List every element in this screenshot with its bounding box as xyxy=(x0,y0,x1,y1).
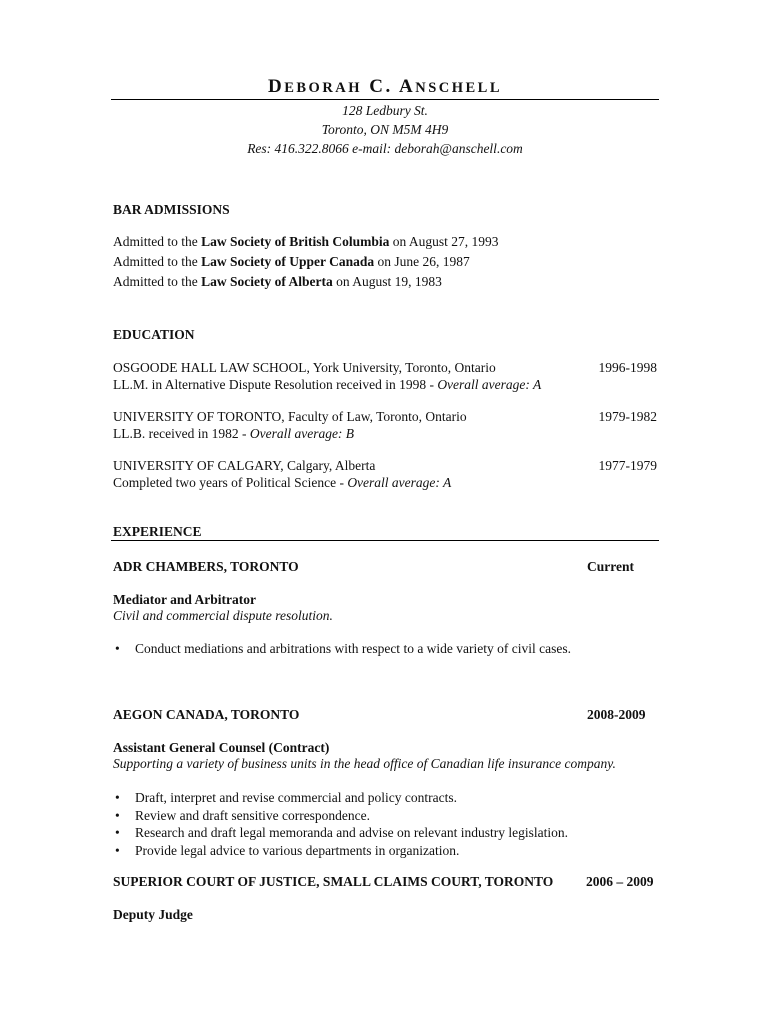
job-duties xyxy=(113,789,568,859)
job-dates: Current xyxy=(587,559,634,574)
bar-admission-item xyxy=(113,274,442,290)
job-employer: AEGON CANADA, TORONTO xyxy=(113,707,300,722)
resume-name xyxy=(0,76,770,98)
job-duty-item: • Provide legal advice to various departments in organization. xyxy=(113,842,568,860)
job-title: Deputy Judge xyxy=(113,907,193,922)
education-degree: LL.M. in Alternative Dispute Resolution received in 1998 - xyxy=(113,377,438,392)
bar-admission-prefix: Admitted to the xyxy=(113,254,202,269)
address-line: 128 Ledbury St. xyxy=(342,103,428,118)
education-average: Overall average: B xyxy=(249,426,355,441)
name-middle: C. xyxy=(369,76,393,97)
education-school: UNIVERSITY OF TORONTO, Faculty of Law, Toronto, Ontario xyxy=(113,409,467,424)
bar-admission-date: on August 19, 1983 xyxy=(332,274,442,289)
bar-admission-item xyxy=(113,234,499,250)
bar-admission-prefix: Admitted to the xyxy=(113,234,202,249)
bar-admission-item xyxy=(113,254,470,270)
name-initial-first: D xyxy=(267,76,285,97)
job-duty-item: • Draft, interpret and revise commercial and policy contracts. xyxy=(113,789,568,807)
bar-admission-society: Law Society of Upper Canada xyxy=(201,254,375,269)
job-description: Supporting a variety of business units in the head office of Canadian life insurance company. xyxy=(113,756,616,771)
section-heading-bar-admissions: BAR ADMISSIONS xyxy=(113,202,230,217)
education-degree: LL.B. received in 1982 - xyxy=(113,426,250,441)
job-employer: SUPERIOR COURT OF JUSTICE, SMALL CLAIMS COURT, TORONTO xyxy=(113,874,554,889)
job-duty-item: • Research and draft legal memoranda and advise on relevant industry legislation. xyxy=(113,824,568,842)
education-detail xyxy=(113,475,451,491)
section-heading-education: EDUCATION xyxy=(113,327,195,342)
job-duties xyxy=(113,640,571,658)
education-average: Overall average: A xyxy=(437,377,542,392)
education-dates: 1996-1998 xyxy=(598,360,657,375)
contact-line: Res: 416.322.8066 e-mail: deborah@anschell.com xyxy=(247,141,523,156)
job-title: Assistant General Counsel (Contract) xyxy=(113,740,330,755)
section-heading-experience: EXPERIENCE xyxy=(113,524,202,539)
bar-admission-society: Law Society of Alberta xyxy=(201,274,333,289)
job-dates: 2006 – 2009 xyxy=(586,874,654,889)
bar-admission-prefix: Admitted to the xyxy=(113,274,202,289)
education-dates: 1977-1979 xyxy=(598,458,657,473)
job-duty-item: • Conduct mediations and arbitrations with respect to a wide variety of civil cases. xyxy=(113,640,571,658)
bar-admission-date: on August 27, 1993 xyxy=(389,234,499,249)
bar-admission-date: on June 26, 1987 xyxy=(374,254,470,269)
education-detail xyxy=(113,377,541,393)
city-line: Toronto, ON M5M 4H9 xyxy=(321,122,449,137)
education-degree: Completed two years of Political Science - xyxy=(113,475,348,490)
name-last: NSCHELL xyxy=(415,80,503,96)
experience-rule xyxy=(111,540,659,541)
name-initial-last: A xyxy=(398,76,416,97)
name-first: EBORAH xyxy=(284,80,363,96)
job-dates: 2008-2009 xyxy=(587,707,646,722)
job-duty-item: • Review and draft sensitive correspondence. xyxy=(113,807,568,825)
header-rule xyxy=(111,99,659,100)
education-average: Overall average: A xyxy=(347,475,452,490)
education-dates: 1979-1982 xyxy=(598,409,657,424)
education-school: UNIVERSITY OF CALGARY, Calgary, Alberta xyxy=(113,458,376,473)
bar-admission-society: Law Society of British Columbia xyxy=(201,234,390,249)
job-employer: ADR CHAMBERS, TORONTO xyxy=(113,559,299,574)
education-detail xyxy=(113,426,354,442)
education-school: OSGOODE HALL LAW SCHOOL, York University, Toronto, Ontario xyxy=(113,360,496,375)
job-description: Civil and commercial dispute resolution. xyxy=(113,608,333,623)
job-title: Mediator and Arbitrator xyxy=(113,592,256,607)
